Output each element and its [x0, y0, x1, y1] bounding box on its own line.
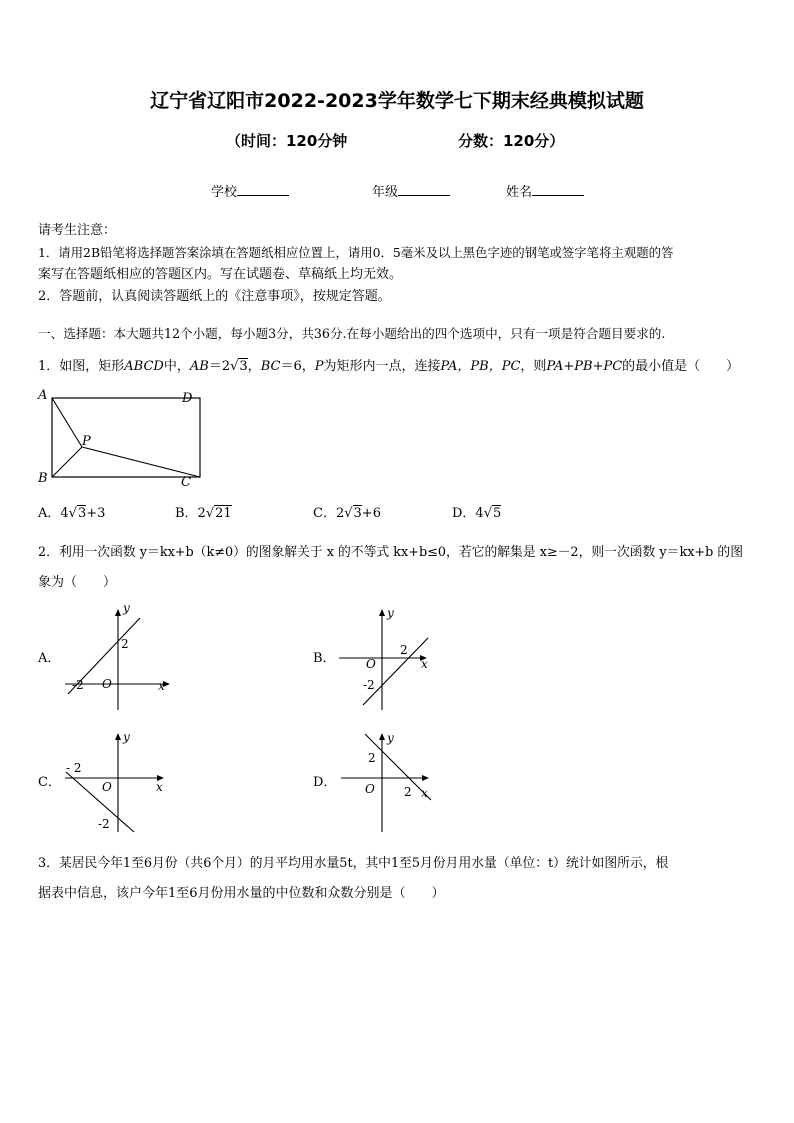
origin-label: O	[102, 677, 112, 691]
y-label: y	[387, 606, 394, 620]
q1-mid2: 为矩形内一点，连接	[323, 359, 441, 374]
q1-sqrt-sign: √	[230, 359, 239, 374]
q3-line2: 据表中信息，该户今年1至6月份用水量的中位数和众数分别是（ ）	[38, 886, 445, 901]
q1-comma1: ，	[247, 359, 261, 374]
q1-opt-a-pre: A．4	[38, 506, 69, 521]
y-arrow-icon	[379, 733, 385, 740]
q2-line1: 2．利用一次函数 y＝kx+b（k≠0）的图象解关于 x 的不等式 kx+b≤0，若它的解集是 x≥－2，则一次函数 y＝kx+b 的图	[38, 545, 743, 560]
q1-opt-c-pre: C．2	[313, 506, 345, 521]
rectangle-abcd	[52, 398, 200, 477]
q1-sum: PA+PB+PC	[546, 359, 623, 374]
q2-graph-b	[335, 600, 445, 715]
name-field	[506, 181, 584, 200]
label-a: A	[38, 388, 48, 403]
label-b: B	[38, 471, 48, 486]
question-1-stem	[38, 356, 739, 378]
label-c: C	[181, 475, 191, 490]
q1-option-b[interactable]	[175, 503, 232, 525]
tick-neg2-x: - 2	[66, 761, 82, 775]
name-label: 姓名	[506, 185, 533, 200]
notice-item-1b: 案写在答题纸相应的答题区内。写在试题卷、草稿纸上均无效。	[38, 267, 403, 282]
q1-num: 1．如图，矩形	[38, 359, 125, 374]
q1-root3: 3	[239, 359, 248, 374]
q1-mid3: ，则	[520, 359, 547, 374]
q1-p: P	[314, 359, 324, 374]
tick-2-y: 2	[368, 751, 376, 765]
notice-item-1a: 1．请用2B铅笔将选择题答案涂填在答题纸相应位置上，请用0．5毫米及以上黑色字迹的钢笔或签字笔将主观题的答	[38, 245, 674, 260]
sqrt-sign: √	[68, 506, 77, 521]
q1-opt-c-root: 3	[353, 506, 362, 521]
q2-option-d-label[interactable]: D．	[313, 775, 337, 790]
origin-label: O	[366, 657, 376, 671]
q2-graph-d	[335, 728, 445, 838]
q2-graph-c	[60, 728, 180, 838]
sqrt-sign: √	[205, 506, 215, 521]
section-heading: 一、选择题：本大题共12个小题，每小题3分，共36分.在每小题给出的四个选项中，只有一项是符合题目要求的.	[38, 326, 666, 341]
school-blank	[237, 183, 289, 196]
school-label: 学校	[211, 185, 238, 200]
question-3-stem	[38, 849, 768, 909]
q1-option-a[interactable]	[38, 503, 105, 525]
y-arrow-icon	[379, 609, 385, 616]
grade-blank	[398, 183, 450, 196]
y-label: y	[387, 731, 394, 745]
q1-ab: AB	[189, 359, 209, 374]
y-label: y	[123, 601, 130, 615]
q2-line2: 象为（ ）	[38, 575, 117, 590]
x-label: x	[421, 786, 428, 800]
function-line	[363, 638, 428, 705]
tick-neg2: -2	[363, 678, 375, 692]
segment-pc	[82, 447, 200, 477]
q1-opt-a-root: 3	[77, 506, 87, 521]
q1-opt-a-post: +3	[86, 506, 106, 521]
q1-opt-d-pre: D．4	[452, 506, 484, 521]
q2-option-a-label[interactable]: A．	[38, 651, 61, 666]
y-arrow-icon	[115, 733, 121, 740]
y-arrow-icon	[115, 609, 121, 616]
label-d: D	[182, 391, 193, 406]
tick-2-x: 2	[404, 785, 412, 799]
q1-rectangle-figure	[30, 385, 210, 495]
q1-opt-c-post: +6	[361, 506, 381, 521]
q1-opt-d-root: 5	[493, 506, 502, 521]
tick-neg2-y: -2	[98, 817, 110, 831]
exam-score: 分数：120分）	[458, 132, 565, 150]
q1-option-c[interactable]	[313, 503, 381, 525]
question-2-stem	[38, 538, 768, 598]
grade-field	[372, 181, 450, 200]
segment-pb	[52, 447, 82, 477]
q1-opt-b-pre: B．2	[175, 506, 206, 521]
school-field	[211, 181, 289, 200]
q2-option-b-label[interactable]: B．	[313, 651, 336, 666]
label-p: P	[82, 434, 91, 449]
sqrt-sign: √	[483, 506, 492, 521]
x-arrow-icon	[422, 775, 429, 781]
tick-2: 2	[121, 637, 129, 651]
q1-segs: PA，PB，PC	[440, 359, 521, 374]
q1-tail: 的最小值是（ ）	[622, 359, 740, 374]
q1-bc: BC	[260, 359, 281, 374]
tick-neg2: -2	[72, 678, 84, 692]
page-title: 辽宁省辽阳市2022-2023学年数学七下期末经典模拟试题	[150, 90, 644, 112]
q1-abcd: ABCD	[124, 359, 164, 374]
origin-label: O	[102, 780, 112, 794]
segment-pa	[52, 398, 82, 447]
q1-eq2: ＝6，	[280, 359, 315, 374]
q1-option-d[interactable]	[452, 503, 501, 525]
q2-graph-a	[60, 600, 180, 715]
exam-time: （时间：120分钟	[226, 132, 348, 150]
tick-2: 2	[400, 643, 408, 657]
y-label: y	[123, 730, 130, 744]
origin-label: O	[365, 782, 375, 796]
q1-eq1: ＝2	[208, 359, 231, 374]
notice-heading: 请考生注意：	[38, 223, 117, 238]
sqrt-sign: √	[344, 506, 353, 521]
q2-option-c-label[interactable]: C．	[38, 775, 61, 790]
grade-label: 年级	[372, 185, 399, 200]
q1-mid1: 中，	[163, 359, 190, 374]
x-label: x	[158, 679, 165, 693]
q3-line1: 3．某居民今年1至6月份（共6个月）的月平均用水量5t，其中1至5月份月用水量（单位：t）统计如图所示，根	[38, 856, 669, 871]
q1-opt-b-root: 21	[215, 506, 232, 521]
x-label: x	[421, 657, 428, 671]
notice-block	[38, 220, 758, 308]
x-label: x	[156, 780, 163, 794]
notice-item-2: 2．答题前，认真阅读答题纸上的《注意事项》，按规定答题。	[38, 289, 391, 304]
name-blank	[532, 183, 584, 196]
